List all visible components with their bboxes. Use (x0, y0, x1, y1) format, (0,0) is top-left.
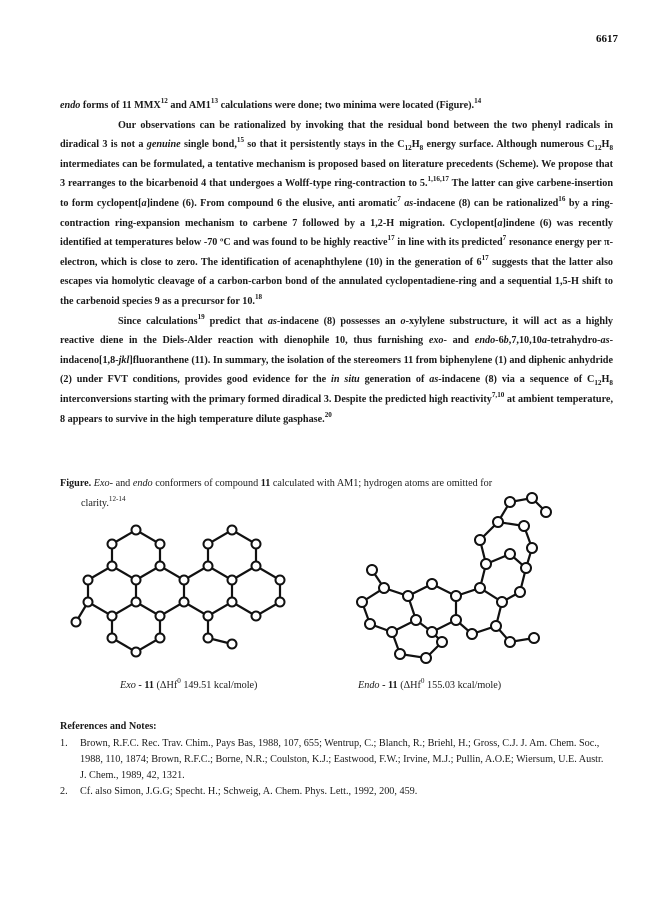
endo-atoms (357, 493, 551, 663)
exo-label-end: 149.51 kcal/mole) (180, 680, 258, 691)
paragraph-1: endo forms of 11 MMX$^{12}$ and $AM1^{13}$ calculations were done; two minima were located (Figure).$^{14}$ (60, 97, 482, 111)
reference-number: 1. (60, 738, 68, 749)
references-heading: References and Notes: (60, 721, 157, 732)
reference-item (60, 784, 605, 800)
caption-compound: 11 (260, 478, 271, 489)
caption-rest: conformers of compound (152, 478, 261, 489)
exo-molecule (76, 530, 280, 652)
caption-tail: calculated with AM1; hydrogen atoms are omitted for (270, 478, 493, 489)
body-text (60, 96, 613, 429)
caption-exo: Exo- (93, 478, 114, 489)
endo-label (358, 677, 502, 691)
exo-label (120, 677, 258, 691)
exo-label-italic: Exo (120, 680, 136, 691)
reference-number: 2. (60, 786, 68, 797)
caption-label: Figure. (60, 478, 92, 489)
caption-and: and (113, 478, 133, 489)
exo-label-value: (ΔHf (153, 680, 178, 691)
endo-label-value: (ΔHf (397, 680, 421, 691)
endo-label-italic: Endo (358, 680, 380, 691)
exo-label-sup: 0 (177, 677, 181, 685)
caption-endo: endo (132, 478, 153, 489)
endo-label-bold: - 11 (379, 680, 398, 691)
exo-atoms (72, 526, 285, 657)
caption-continuation: clarity. (81, 498, 109, 509)
endo-label-end: 155.03 kcal/mole) (424, 680, 502, 691)
exo-label-bold: - 11 (135, 680, 154, 691)
page-number: 6617 (596, 33, 618, 45)
paragraph-2: Our observations can be rationalized by invoking that the residual bond between the two phenyl radicals in diradical 3 is not a genuine single bond,$^{15}$ so that it persistently stays in the $C_{12}H_8$ energy surface. Although numerous $C_{12}H_8$ intermediates can be formulated, a tentative mechanism is proposed based on literature precedents (Scheme). We propose that 3 rearranges to the bicarbenoid 4 that undergoes a Wolff-type ring-contraction to 5.$^{1,16,17}$ The latter can give carbene-insertion to form cyclopent[a]indene (6). From compound 6 the elusive, anti aromatic$^7$ as-indacene (8) can be rationalized$^{16}$ by a ring-contraction ring-expansion mechanism to carbene 7 followed by a 1,2-H migration. Cyclopent[a]indene (6) was recently identified at temperatures below -70 ºC and was found to be highly reactive$^{17}$ in line with its predicted$^7$ resonance energy per π-electron, which is close to zero. The identification of acenaphthylene (10) in the generation of $6^{17}$ suggests that the latter also escapes via homolytic cleavage of a carbon-carbon bond of the annulated cyclopentadiene-ring and a sequential 1,5-H shift to the carbenoid species 9 as a precursor for 10.18 (60, 119, 614, 307)
endo-label-sup: 0 (420, 677, 425, 685)
molecule-figure (40, 492, 640, 698)
reference-item (60, 736, 605, 784)
references (60, 719, 605, 800)
reference-text: Brown, R.F.C. Rec. Trav. Chim., Pays Bas, 1988, 107, 655; Wentrup, C.; Blanch, R.; Briehl, H.; Gross, C.J. J. Am. Chem. Soc., 1988, 110, 1874; Brown, R.F.C.; Borne, N.R.; Coulston, K.J.; Eastwood, F.W.; Irvine, M.J.; Pullin, A.O.E; Wiersum, U.E. Austr. J. Chem., 1989, 42, 1321. (80, 738, 604, 781)
reference-text: Cf. also Simon, J.G.G; Specht. H.; Schweig, A. Chem. Phys. Lett., 1992, 200, 459. (80, 786, 418, 797)
caption-refs: 12-14 (108, 495, 126, 503)
paragraph-3: Since calculations$^{19}$ predict that as-indacene (8) possesses an o-xylylene substructure, it will act as a highly reactive diene in the Diels-Alder reaction with dienophile 10, thus furnishing exo- and endo-6b,7,10,10a-tetrahydro-as-indaceno[1,8-jkl]fluoranthene (11). In summary, the isolation of the stereomers 11 from biphenylene (1) and diphenic anhydride (2) under FVT conditions, provides good evidence for the in situ generation of as-indacene (8) via a sequence of $C_{12}H_8$ interconversions starting with the primary formed diradical 3. Despite the predicted high reactivity$^{7,10}$ at ambient temperature, 8 appears to survive in the high temperature dilute gasphase.$^{20}$ (60, 312, 614, 425)
